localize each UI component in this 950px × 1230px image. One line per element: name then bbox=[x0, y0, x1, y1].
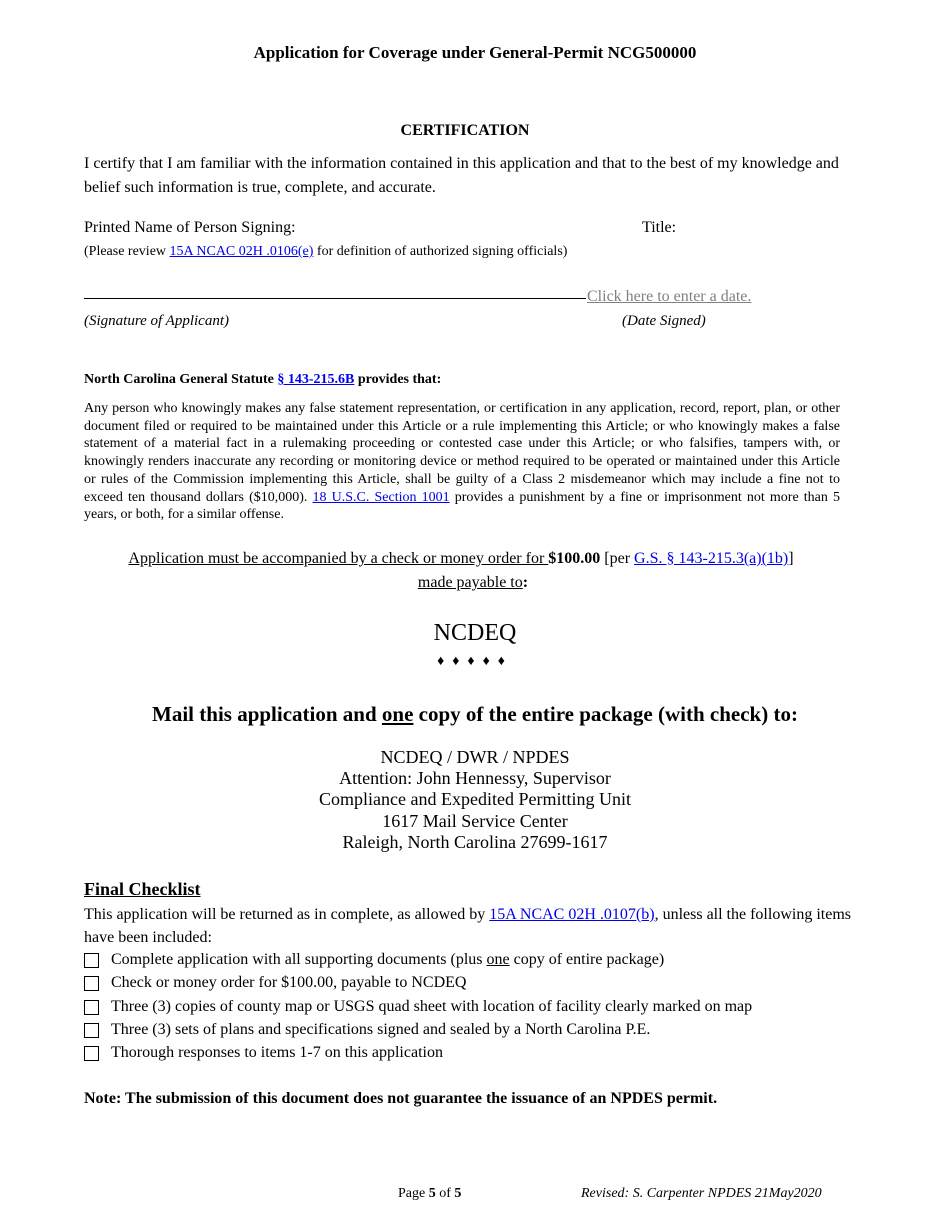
fee-amount: $100.00 bbox=[548, 550, 601, 567]
gs-143-215-3-link[interactable]: G.S. § 143-215.3(a)(1b) bbox=[634, 550, 789, 567]
mail-heading-one: one bbox=[381, 702, 414, 726]
payable-to-line bbox=[0, 574, 946, 592]
checklist-item bbox=[84, 973, 466, 993]
checkbox[interactable] bbox=[84, 1000, 99, 1015]
date-signed-field[interactable]: Click here to enter a date. bbox=[587, 288, 752, 305]
signature-line[interactable] bbox=[84, 298, 586, 299]
item1-one: one bbox=[486, 951, 510, 968]
page-total: 5 bbox=[454, 1186, 462, 1201]
document-title: Application for Coverage under General-Permit NCG500000 bbox=[253, 43, 697, 62]
diamond-divider: ♦♦♦♦♦ bbox=[437, 654, 513, 669]
statute-text bbox=[84, 400, 840, 524]
checklist-item-label: Check or money order for $100.00, payable to NCDEQ bbox=[111, 974, 467, 991]
checklist-item bbox=[84, 950, 664, 970]
fee-prefix: Application must be accompanied by a check or money order for bbox=[128, 550, 549, 567]
statute-heading-suffix: provides that: bbox=[354, 372, 442, 387]
checklist-intro bbox=[84, 903, 874, 949]
mail-heading-prefix: Mail this application and bbox=[152, 702, 382, 726]
review-prefix: (Please review bbox=[84, 244, 170, 259]
checkbox[interactable] bbox=[84, 1046, 99, 1061]
item1-prefix: Complete application with all supporting documents (plus bbox=[111, 951, 487, 968]
page-mid: of bbox=[435, 1186, 455, 1201]
item1-suffix: copy of entire package) bbox=[509, 951, 665, 968]
revision-note: Revised: S. Carpenter NPDES 21May2020 bbox=[581, 1186, 822, 1201]
certification-heading: CERTIFICATION bbox=[400, 122, 530, 139]
checkbox[interactable] bbox=[84, 976, 99, 991]
fee-per-close: ] bbox=[788, 550, 794, 567]
payee-name: NCDEQ bbox=[433, 620, 517, 646]
checklist-item bbox=[84, 1020, 650, 1040]
statute-143-215-6b-link[interactable]: § 143-215.6B bbox=[277, 372, 355, 387]
signature-label: (Signature of Applicant) bbox=[84, 313, 229, 329]
page-prefix: Page bbox=[398, 1186, 429, 1201]
usc-1001-link[interactable]: 18 U.S.C. Section 1001 bbox=[312, 489, 450, 505]
page-current: 5 bbox=[428, 1186, 436, 1201]
checklist-item bbox=[84, 997, 752, 1017]
checklist-heading: Final Checklist bbox=[84, 879, 201, 899]
payable-to-text: made payable to bbox=[417, 574, 523, 591]
checklist-item-label bbox=[111, 951, 664, 969]
review-suffix: for definition of authorized signing officials) bbox=[313, 244, 568, 259]
checklist-item-label: Thorough responses to items 1-7 on this application bbox=[111, 1044, 443, 1061]
ncac-0107b-link[interactable]: 15A NCAC 02H .0107(b) bbox=[489, 906, 655, 923]
certification-text: I certify that I am familiar with the information contained in this application and that to the best of my knowledge and belief such information is true, complete, and accurate. bbox=[84, 155, 839, 196]
mail-heading bbox=[0, 702, 950, 727]
printed-name-label: Printed Name of Person Signing: bbox=[84, 219, 296, 236]
address-line: NCDEQ / DWR / NPDES bbox=[380, 747, 570, 767]
address-line: 1617 Mail Service Center bbox=[382, 810, 568, 831]
page-number bbox=[398, 1186, 461, 1202]
address-line: Compliance and Expedited Permitting Unit bbox=[319, 789, 631, 810]
checklist-item-label: Three (3) copies of county map or USGS quad sheet with location of facility clearly marked on map bbox=[111, 998, 753, 1015]
checkbox[interactable] bbox=[84, 953, 99, 968]
checklist-intro-suffix: , unless all the following items have been included: bbox=[84, 906, 851, 946]
address-line: Raleigh, North Carolina 27699-1617 bbox=[342, 831, 608, 852]
checklist-item-label: Three (3) sets of plans and specifications signed and sealed by a North Carolina P.E. bbox=[111, 1021, 651, 1038]
note-text: Note: The submission of this document does not guarantee the issuance of an NPDES permit. bbox=[84, 1090, 718, 1107]
title-label: Title: bbox=[642, 219, 677, 236]
statute-heading-prefix: North Carolina General Statute bbox=[84, 372, 278, 387]
fee-line bbox=[0, 550, 922, 568]
payable-to-colon: : bbox=[522, 574, 529, 591]
statute-body: Any person who knowingly makes any false statement representation, or certification in any application, record, report, plan, or other document filed or required to be maintained under this Article or a rule implementing this Article; or who knowingly makes a false statement of a material fact in a rulemaking proceeding or contested case under this Article; or who falsifies, tampers with, or knowingly renders inaccurate any recording or monitoring device or method required to be operated or maintained under this Article or rules of the Commission implementing this Article, shall be guilty of a Class 2 misdemeanor which may include a fine not to exceed ten thousand dollars ($10,000). bbox=[84, 401, 840, 505]
date-signed-label: (Date Signed) bbox=[622, 313, 706, 329]
statute-body-end: provides a punishment by a fine or imprisonment not more than 5 years, or both, for a similar offense. bbox=[84, 489, 840, 523]
checkbox[interactable] bbox=[84, 1023, 99, 1038]
checklist-item bbox=[84, 1043, 443, 1063]
fee-per-open: [per bbox=[600, 550, 635, 567]
address-line: Attention: John Hennessy, Supervisor bbox=[339, 768, 611, 789]
mailing-address bbox=[0, 747, 950, 853]
review-note bbox=[84, 244, 567, 260]
ncac-0106e-link[interactable]: 15A NCAC 02H .0106(e) bbox=[169, 244, 314, 259]
checklist-intro-prefix: This application will be returned as in complete, as allowed by bbox=[84, 906, 490, 923]
statute-heading bbox=[84, 372, 441, 388]
mail-heading-suffix: copy of the entire package (with check) to: bbox=[413, 702, 798, 726]
